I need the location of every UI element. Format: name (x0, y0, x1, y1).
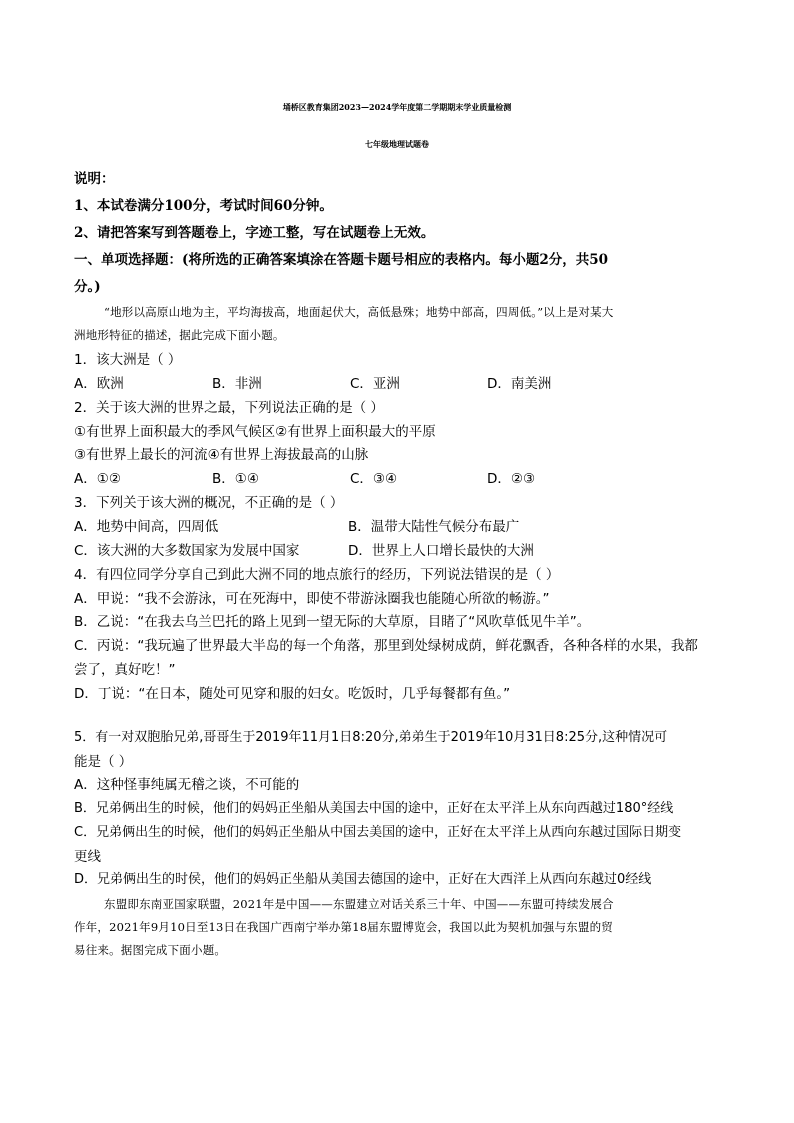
exam-subtitle: 七年级地理试题卷 (365, 139, 429, 149)
question-2-option-b: B．①④ (212, 471, 259, 487)
question-4-option-c-cont: 尝了，真好吃！” (74, 662, 176, 678)
exam-title: 埇桥区教育集团2023—2024学年度第二学期期末学业质量检测 (282, 102, 512, 112)
question-1-stem: 1．该大洲是（ ） (74, 352, 182, 368)
passage-2-line-3: 易往来。据图完成下面小题。 (74, 943, 227, 957)
question-1-option-c: C．亚洲 (350, 376, 400, 392)
question-2-stem: 2．关于该大洲的世界之最，下列说法正确的是（ ） (74, 400, 384, 416)
passage-2-line-2: 作年，2021年9月10日至13日在我国广西南宁举办第18届东盟博览会，我国以此为契机加强与东盟的贸 (74, 920, 613, 934)
question-5-option-c-cont: 更线 (74, 849, 101, 865)
question-2-option-c: C．③④ (350, 471, 398, 487)
question-5-option-d: D．兄弟俩出生的时侯，他们的妈妈正坐船从美国去德国的途中，正好在大西洋上从西向东越过0经线 (74, 872, 652, 887)
question-1-option-d: D．南美洲 (487, 376, 552, 392)
question-2-option-d: D．②③ (487, 471, 536, 487)
question-4-stem: 4．有四位同学分享自己到此大洲不同的地点旅行的经历，下列说法错误的是（ ） (74, 567, 560, 583)
question-5-stem: 5．有一对双胞胎兄弟,哥哥生于2019年11月1日8:20分,弟弟生于2019年10月31日8:25分,这种情况可 (74, 730, 668, 745)
question-1-option-b: B．非洲 (212, 376, 262, 392)
question-3-option-b: B．温带大陆性气候分布最广 (348, 519, 520, 535)
passage-1-line-2: 洲地形特征的描述，据此完成下面小题。 (74, 328, 285, 342)
question-3-option-c: C．该大洲的大多数国家为发展中国家 (74, 543, 300, 559)
question-3-option-a: A．地势中间高，四周低 (74, 519, 219, 535)
question-4-option-a: A．甲说：“我不会游泳，可在死海中，即使不带游泳圈我也能随心所欲的畅游。” (74, 591, 550, 607)
section-heading-cont: 分。) (74, 279, 101, 295)
question-5-stem-cont: 能是（ ） (74, 754, 133, 770)
instruction-item-2: 2、请把答案写到答题卷上，字迹工整，写在试题卷上无效。 (74, 225, 435, 241)
question-2-statements-1: ①有世界上面积最大的季风气候区②有世界上面积最大的平原 (74, 424, 436, 440)
instruction-item-1: 1、本试卷满分100分，考试时间60分钟。 (74, 198, 333, 214)
question-2-option-a: A．①② (74, 471, 121, 487)
passage-2-line-1: 东盟即东南亚国家联盟，2021年是中国——东盟建立对话关系三十年、中国——东盟可持续发展合 (104, 897, 614, 911)
question-5-option-c: C．兄弟俩出生的时候，他们的妈妈正坐船从中国去美国的途中，正好在太平洋上从西向东越过国际日期变 (74, 825, 682, 840)
question-3-stem: 3．下列关于该大洲的概况，不正确的是（ ） (74, 495, 344, 511)
question-1-option-a: A．欧洲 (74, 376, 124, 392)
section-heading: 一、单项选择题：(将所选的正确答案填涂在答题卡题号相应的表格内。每小题2分，共50 (74, 252, 609, 268)
question-4-option-b: B．乙说：“在我去乌兰巴托的路上见到一望无际的大草原，目睹了“风吹草低见牛羊”。 (74, 614, 591, 630)
question-3-option-d: D．世界上人口增长最快的大洲 (348, 543, 534, 559)
question-4-option-c: C．丙说：“我玩遍了世界最大半岛的每一个角落，那里到处绿树成荫，鲜花飘香，各种各样的水果，我都 (74, 638, 698, 654)
passage-1-line-1: “地形以高原山地为主，平均海拔高，地面起伏大，高低悬殊；地势中部高，四周低。”以上是对某大 (104, 305, 614, 319)
question-5-option-b: B．兄弟俩出生的时候，他们的妈妈正坐船从美国去中国的途中，正好在太平洋上从东向西越过180°经线 (74, 801, 674, 816)
question-2-statements-2: ③有世界上最长的河流④有世界上海拔最高的山脉 (74, 447, 369, 463)
question-4-option-d: D．丁说：“在日本，随处可见穿和服的妇女。吃饭时，几乎每餐都有鱼。” (74, 686, 511, 702)
instructions-label: 说明： (74, 171, 115, 187)
question-5-option-a: A．这种怪事纯属无稽之谈，不可能的 (74, 777, 300, 793)
